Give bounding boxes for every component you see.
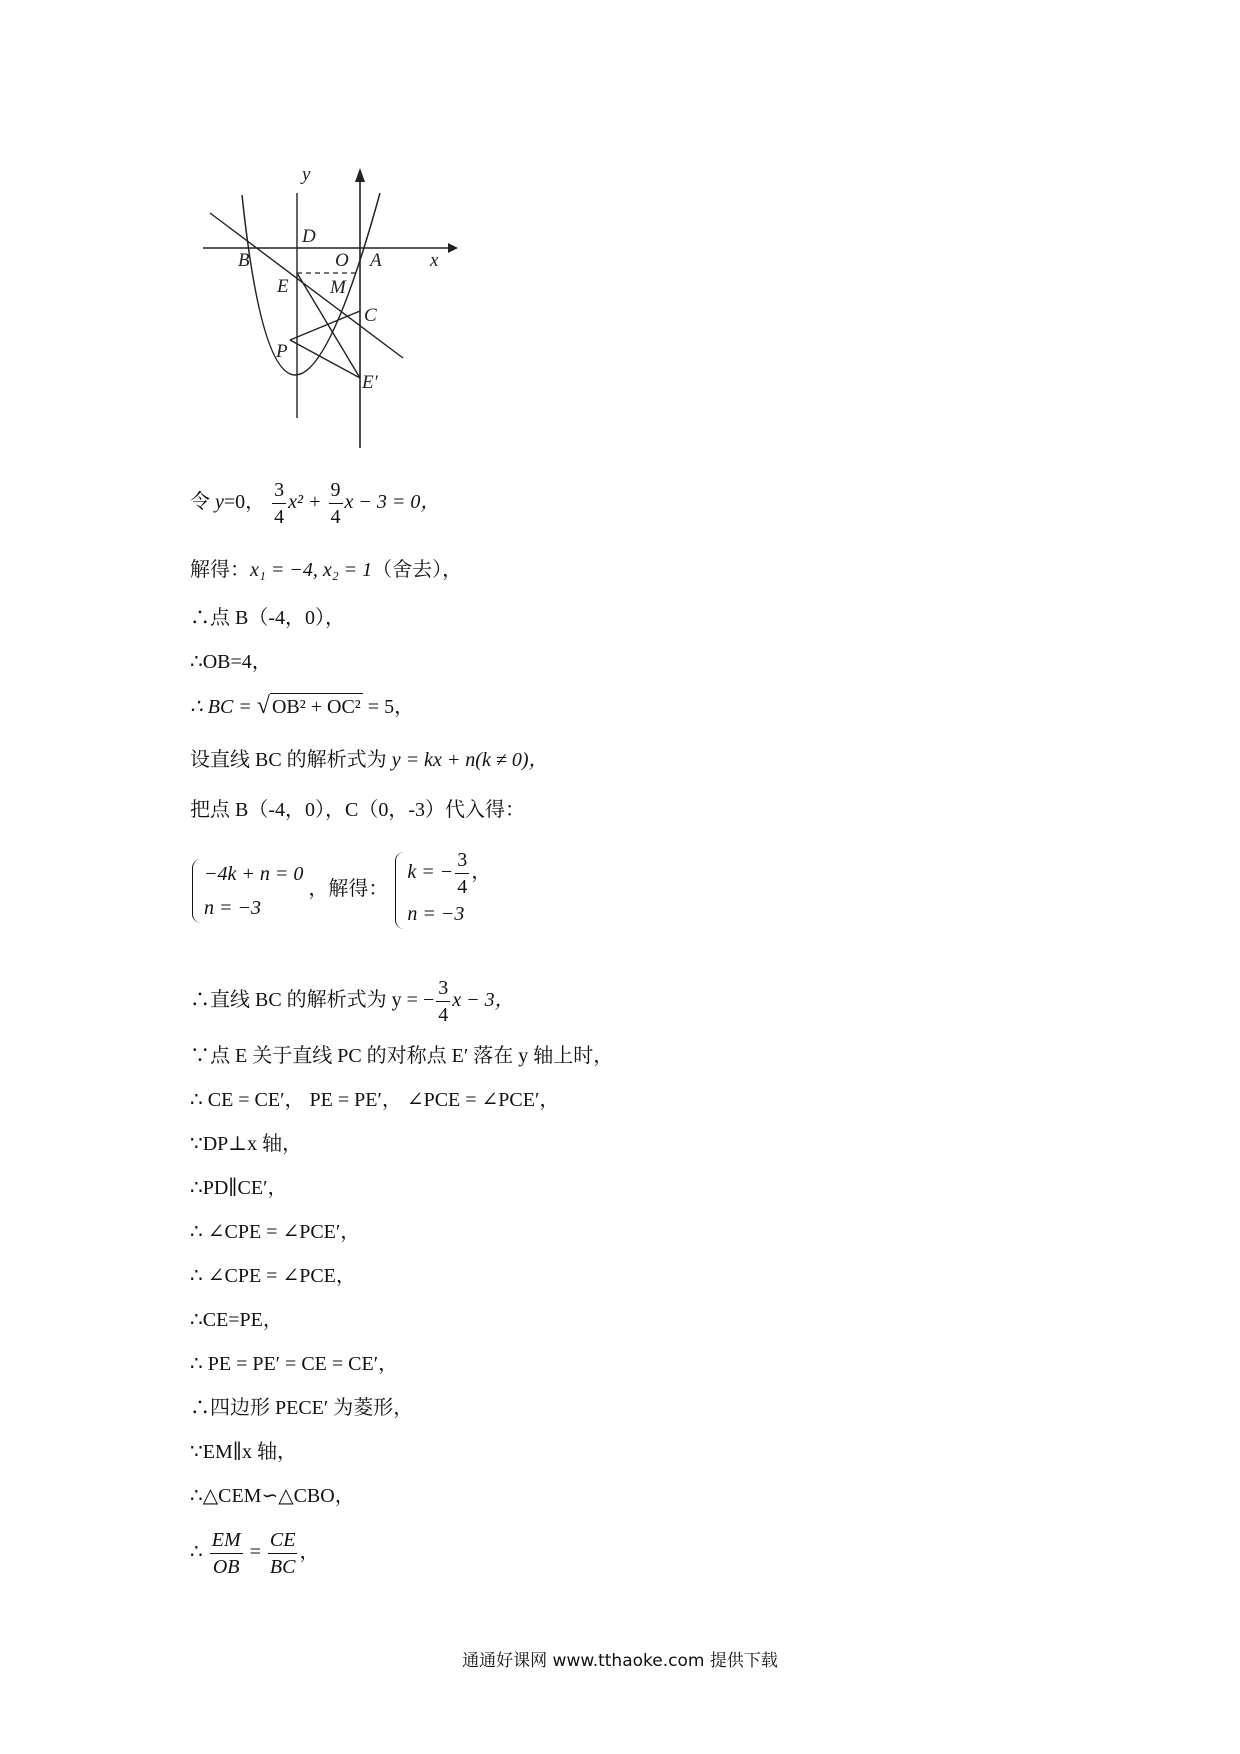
solution-line-17: ∴ PE = PE′ = CE = CE′， [190,1353,399,1375]
label-c: C [364,305,377,326]
solution-line-21: ∴ $\frac{EM}{OB}$ = $\frac{CE}{BC}$ ， [190,1529,320,1578]
solution-line-4: ∴OB=4， [190,651,272,673]
solution-line-13: ∴PD∥CE′， [190,1177,288,1199]
solution-line-12: ∵DP⊥x 轴， [190,1133,303,1155]
solution-line-9: ∴直线 BC 的解析式为 y = − $\frac{3}{4}$ x − 3， [190,977,515,1026]
solution-line-3: ∴点 B（-4，0）， [190,607,345,629]
solution-line-8: −4k + n = 0 n = −3 ，解得： k = − $\frac{3}{4}$ ， n = −3 [190,850,491,931]
solution-line-10: ∵点 E 关于直线 PC 的对称点 E′ 落在 y 轴上时， [190,1045,614,1067]
label-m: M [330,277,346,298]
label-b: B [238,250,250,271]
fraction: $\frac{3}{4}$ [274,479,285,528]
x-axis-arrow [448,243,458,253]
segment-pc [290,311,360,340]
solution-line-19: ∵EM∥x 轴， [190,1441,297,1463]
solution-line-5: ∴ BC = √ OB² + OC² = 5， [190,693,415,719]
solution-line-18: ∴四边形 PECE′ 为菱形， [190,1397,414,1419]
label-x: x [430,250,439,271]
solution-line-11: ∴ CE = CE′， PE = PE′， ∠PCE = ∠PCE′， [190,1089,560,1111]
solution-line-15: ∴ ∠CPE = ∠PCE， [190,1265,356,1287]
label-o: O [335,250,349,271]
parabola-figure [198,168,458,453]
solution-line-7: 把点 B（-4，0），C（0，-3）代入得： [190,799,525,821]
solution-line-20: ∴△CEM∽△CBO， [190,1485,355,1507]
y-axis-arrow [355,168,365,182]
equation-system: −4k + n = 0 n = −3 [190,857,303,925]
solution-line-16: ∴CE=PE， [190,1309,283,1331]
solution-line-6: 设直线 BC 的解析式为 y = kx + n(k ≠ 0)， [190,749,549,771]
solution-line-2: 解得：x₁ = −4, x₂ = 1（舍去）， [190,559,463,581]
label-y: y [302,168,311,185]
fraction: $\frac{9}{4}$ [330,479,341,528]
solution-line-1: 令 y=0， $\frac{3}{4}$ x² + $\frac{9}{4}$ x − 3 = 0， [190,479,441,528]
label-e-prime: E′ [362,372,378,393]
page-footer: 通通好课网 www.tthaoke.com 提供下载 [462,1651,778,1671]
label-d: D [302,226,316,247]
label-a: A [370,250,382,271]
solution-system: k = − $\frac{3}{4}$ ， n = −3 [393,850,491,931]
label-e: E [277,276,289,297]
solution-line-14: ∴ ∠CPE = ∠PCE′， [190,1221,361,1243]
label-p: P [276,341,288,362]
